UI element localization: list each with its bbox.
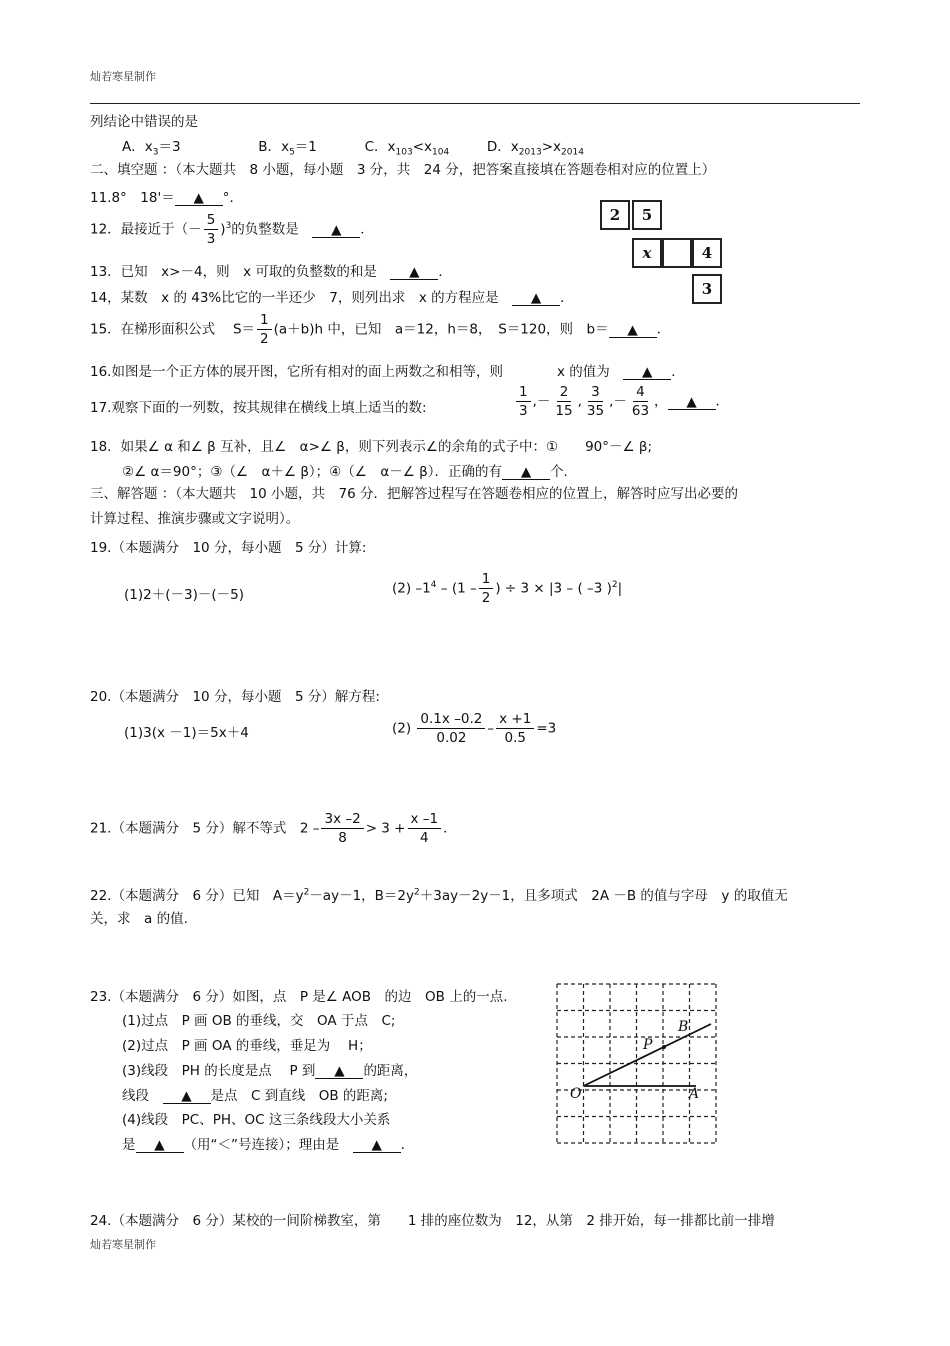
q15: 15．在梯形面积公式 S＝ $\frac{1}{2}$ (a＋b)h 中，已知 a＝12，h＝8， S＝120，则 b＝ ▲ ． bbox=[90, 312, 671, 347]
fraction: $\frac{2}{15}$ bbox=[555, 384, 573, 419]
answer-blank[interactable]: ▲ bbox=[502, 465, 550, 480]
q10-option-d: D．$x_{2013}>x_{2014}$ bbox=[486, 139, 584, 158]
q22-line1: 22.（本题满分 6 分）已知 $A=y^2-ay-1$，$B=2y^2+3ay-2y-1$，且多项式 2A －B 的值与字母 y 的取值无 bbox=[90, 887, 788, 904]
q10-option-a: A．$x_3=3$ bbox=[122, 139, 181, 158]
q19-part2: (2) $-1^4 - (1$ – $\frac{1}{2}$ ) ÷ 3 × |3 – ( –3 )$^2$| bbox=[392, 571, 623, 606]
answer-blank[interactable]: ▲ bbox=[609, 323, 657, 338]
q16: 16.如图是一个正方体的展开图，它所有相对的面上两数之和相等，则 x 的值为 ▲ ． bbox=[90, 364, 685, 380]
q20-title: 20.（本题满分 10 分，每小题 5 分）解方程: bbox=[90, 689, 380, 705]
q17-sequence: $\frac{1}{3}$ ,－ $\frac{2}{15}$ , $\frac{3}{35}$ ,－ $\frac{4}{63}$ ， ▲ ． bbox=[514, 383, 729, 420]
cube-face: 5 bbox=[632, 200, 662, 230]
q18-line1: 18．如果∠ α 和∠ β 互补，且∠ α>∠ β，则下列表示∠的余角的式子中：① 90°－∠ β; bbox=[90, 439, 653, 455]
q23-title: 23.（本题满分 6 分）如图，点 P 是∠ AOB 的边 OB 上的一点. bbox=[90, 989, 508, 1005]
fraction: $\frac{4}{63}$ bbox=[631, 384, 650, 419]
q11: 11.8° 18'＝ ▲ °． bbox=[90, 190, 243, 206]
section3-subtitle: 计算过程、推演步骤或文字说明）。 bbox=[90, 511, 300, 527]
section2-title: 二、填空题 ：（本大题共 8 小题，每小题 3 分，共 24 分，把答案直接填在答题卷相对应的位置上） bbox=[90, 162, 716, 178]
fraction: $\frac{3x -2}{8}$ bbox=[321, 810, 363, 847]
answer-blank[interactable]: ▲ bbox=[175, 191, 223, 206]
fraction: $\frac{0.1x -0.2}{0.02}$ bbox=[417, 710, 485, 747]
section3-title: 三、解答题 ：（本大题共 10 小题，共 76 分．把解答过程写在答题卷相应的位置上，解答时应写出必要的 bbox=[90, 486, 738, 502]
answer-blank[interactable]: ▲ bbox=[353, 1138, 401, 1153]
answer-blank[interactable]: ▲ bbox=[315, 1064, 363, 1079]
q13: 13．已知 x>－4，则 x 可取的负整数的和是 ▲ ． bbox=[90, 264, 452, 280]
fraction: $\frac{x +1}{0.5}$ bbox=[496, 710, 534, 747]
q23-step1: (1)过点 P 画 OB 的垂线，交 OA 于点 C; bbox=[122, 1013, 396, 1029]
dashed-grid bbox=[557, 984, 716, 1144]
q14: 14，某数 x 的 43%比它的一半还少 7，则列出求 x 的方程应是 ▲ ． bbox=[90, 290, 574, 306]
q23-step2: (2)过点 P 画 OA 的垂线，垂足为 H； bbox=[122, 1038, 372, 1054]
q10-stem: 列结论中错误的是 bbox=[90, 114, 198, 130]
fraction: $\frac{x -1}{4}$ bbox=[408, 810, 442, 847]
ray-ob bbox=[584, 1024, 712, 1086]
q23-step3b: 线段 ▲ 是点 C 到直线 OB 的距离; bbox=[122, 1088, 388, 1104]
answer-blank[interactable]: ▲ bbox=[512, 291, 560, 306]
cube-face: 4 bbox=[692, 238, 722, 268]
angle-grid-figure bbox=[556, 983, 721, 1149]
label-a: A bbox=[689, 1086, 700, 1102]
cube-face bbox=[662, 238, 692, 268]
q23-step4: (4)线段 PC、PH、OC 这三条线段大小关系 bbox=[122, 1112, 391, 1128]
answer-blank[interactable]: ▲ bbox=[312, 223, 360, 238]
q23-step4b: 是 ▲ （用“＜”号连接）；理由是 ▲ ． bbox=[122, 1137, 415, 1153]
answer-blank[interactable]: ▲ bbox=[136, 1138, 184, 1153]
q10-option-b: B．$x_5=1$ bbox=[258, 139, 317, 158]
fraction: $\frac{1}{2}$ bbox=[257, 311, 272, 348]
label-p: P bbox=[643, 1037, 653, 1053]
q18-line2: ②∠ α＝90°；③（∠ α＋∠ β）；④（∠ α－∠ β）．正确的有 ▲ 个． bbox=[122, 464, 578, 480]
label-o: O bbox=[570, 1086, 582, 1102]
fraction: $\frac{1}{2}$ bbox=[479, 570, 494, 607]
answer-blank[interactable]: ▲ bbox=[668, 395, 716, 410]
q24: 24.（本题满分 6 分）某校的一间阶梯教室，第 1 排的座位数为 12，从第 2 排开始，每一排都比前一排增 bbox=[90, 1213, 775, 1229]
page-footer: 灿若寒星制作 bbox=[90, 1238, 156, 1251]
q21: 21.（本题满分 5 分）解不等式 2 – $\frac{3x -2}{8}$ > 3 + $\frac{x -1}{4}$ ． bbox=[90, 811, 457, 846]
q19-title: 19.（本题满分 10 分，每小题 5 分）计算: bbox=[90, 540, 367, 556]
q10-option-c: C．$x_{103}<x_{104}$ bbox=[364, 139, 450, 158]
q20-part2: (2) $\frac{0.1x -0.2}{0.02}$ – $\frac{x +1}{0.5}$ =3 bbox=[392, 711, 557, 746]
fraction: $\frac{5}{3}$ bbox=[204, 211, 219, 248]
cube-face: 2 bbox=[600, 200, 630, 230]
answer-blank[interactable]: ▲ bbox=[390, 265, 438, 280]
cube-face: 3 bbox=[692, 274, 722, 304]
q23-step3: (3)线段 PH 的长度是点 P 到 ▲ 的距离， bbox=[122, 1063, 418, 1079]
grid-svg bbox=[556, 983, 721, 1145]
cube-face-x: x bbox=[632, 238, 662, 268]
q10-options bbox=[122, 135, 584, 158]
q19-part1: (1)2＋(－3)－(－5) bbox=[124, 587, 244, 603]
q22-line2: 关，求 a 的值. bbox=[90, 911, 188, 927]
header-rule bbox=[90, 103, 860, 104]
q17-text: 17.观察下面的一列数，按其规律在横线上填上适当的数: bbox=[90, 400, 427, 416]
page-header: 灿若寒星制作 bbox=[90, 70, 156, 83]
label-b: B bbox=[678, 1019, 689, 1035]
answer-blank[interactable]: ▲ bbox=[623, 365, 671, 380]
answer-blank[interactable]: ▲ bbox=[163, 1089, 211, 1104]
fraction: $\frac{3}{35}$ bbox=[586, 384, 605, 419]
q12: 12．最接近于（－ $\frac{5}{3}$ )$^3$的负整数是 ▲ ． bbox=[90, 212, 374, 247]
fraction: $\frac{1}{3}$ bbox=[516, 383, 531, 420]
point-p bbox=[662, 1045, 666, 1049]
q20-part1: (1)3(x －1)＝5x＋4 bbox=[124, 725, 249, 741]
